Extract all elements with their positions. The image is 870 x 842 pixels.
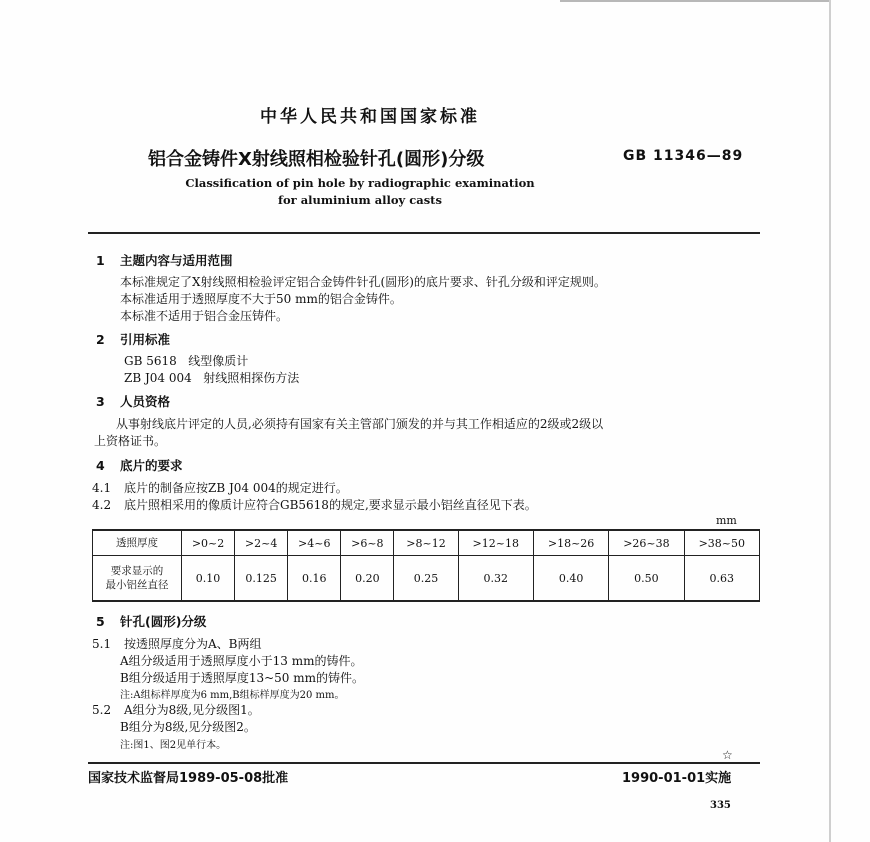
item-4-1-number: 4.1	[92, 481, 112, 495]
table-cell-range: >18~26	[533, 530, 608, 556]
effective-date: 1990-01-01实施	[622, 771, 732, 786]
scan-edge-top	[560, 0, 830, 2]
scan-edge-right	[829, 0, 831, 842]
table-header-diameter	[93, 556, 182, 602]
item-5-1-text: 按透照厚度分为A、B两组	[124, 637, 262, 651]
section-2-heading	[96, 330, 170, 348]
table-cell-diameter: 0.10	[182, 556, 235, 602]
table-row-thickness	[93, 530, 760, 556]
table-cell-range: >2~4	[235, 530, 288, 556]
approval-date: 国家技术监督局1989-05-08批准	[88, 771, 289, 786]
table-cell-range: >0~2	[182, 530, 235, 556]
section-5-number: 5	[96, 614, 105, 629]
item-5-2-group-b: B组分为8级,见分级图2。	[120, 720, 256, 734]
section-1-heading	[96, 251, 233, 269]
table-cell-range: >6~8	[341, 530, 394, 556]
table-cell-diameter: 0.50	[609, 556, 684, 602]
table-cell-diameter: 0.32	[458, 556, 533, 602]
table-header-diameter-line2: 最小铝丝直径	[105, 579, 169, 591]
item-4-2-text: 底片照相采用的像质计应符合GB5618的规定,要求显示最小铝丝直径见下表。	[124, 498, 537, 512]
item-5-1-note: 注:A组标样厚度为6 mm,B组标样厚度为20 mm。	[120, 690, 345, 701]
item-5-1-number: 5.1	[92, 637, 112, 651]
item-5-2-number: 5.2	[92, 703, 112, 717]
page-title-english-line1: Classification of pin hole by radiographic examination	[185, 176, 535, 190]
national-standard-heading: 中华人民共和国国家标准	[260, 107, 480, 127]
section-3-number: 3	[96, 394, 105, 409]
table-cell-range: >12~18	[458, 530, 533, 556]
section-3-paragraph-1: 从事射线底片评定的人员,必须持有国家有关主管部门颁发的并与其工作相适应的2级或2级以	[116, 417, 604, 431]
item-4-2-number: 4.2	[92, 498, 112, 512]
footer-divider	[88, 762, 760, 764]
table-cell-range: >8~12	[394, 530, 458, 556]
standard-code: GB 11346—89	[623, 148, 744, 164]
section-2-number: 2	[96, 332, 105, 347]
item-5-1	[92, 635, 262, 652]
section-1-paragraph-2: 本标准适用于透照厚度不大于50 mm的铝合金铸件。	[120, 292, 402, 306]
section-3-heading	[96, 392, 170, 410]
item-4-2	[92, 496, 537, 513]
section-3-title: 人员资格	[120, 394, 171, 409]
table-cell-diameter: 0.63	[684, 556, 759, 602]
table-cell-range: >26~38	[609, 530, 684, 556]
item-5-1-group-b: B组分级适用于透照厚度13~50 mm的铸件。	[120, 671, 364, 685]
table-cell-range: >4~6	[288, 530, 341, 556]
table-row-diameter	[93, 556, 760, 602]
page-title-chinese: 铝合金铸件X射线照相检验针孔(圆形)分级	[148, 149, 485, 170]
table-cell-diameter: 0.16	[288, 556, 341, 602]
table-header-thickness: 透照厚度	[93, 530, 182, 556]
reference-zbj04004: ZB J04 004 射线照相探伤方法	[124, 371, 300, 385]
table-cell-diameter: 0.25	[394, 556, 458, 602]
page-title-english-line2: for aluminium alloy casts	[278, 193, 442, 207]
item-5-2	[92, 701, 260, 718]
table-cell-diameter: 0.20	[341, 556, 394, 602]
section-1-paragraph-1: 本标准规定了X射线照相检验评定铝合金铸件针孔(圆形)的底片要求、针孔分级和评定规则。	[120, 275, 606, 289]
margin-mark: ☆	[722, 748, 733, 762]
section-4-title: 底片的要求	[120, 458, 183, 473]
table-cell-diameter: 0.125	[235, 556, 288, 602]
section-1-paragraph-3: 本标准不适用于铝合金压铸件。	[120, 309, 289, 323]
page-number: 335	[710, 800, 731, 811]
section-2-title: 引用标准	[120, 332, 171, 347]
section-5-heading	[96, 612, 206, 630]
table-unit: mm	[716, 514, 737, 527]
item-4-1-text: 底片的制备应按ZB J04 004的规定进行。	[124, 481, 348, 495]
table-cell-diameter: 0.40	[533, 556, 608, 602]
header-divider	[88, 232, 760, 234]
section-5-title: 针孔(圆形)分级	[120, 614, 207, 629]
item-5-2-note: 注:图1、图2见单行本。	[120, 740, 227, 751]
reference-gb5618: GB 5618 线型像质计	[124, 354, 249, 368]
item-4-1	[92, 479, 348, 496]
section-1-title: 主题内容与适用范围	[120, 253, 233, 268]
wire-diameter-table	[92, 529, 760, 602]
section-4-heading	[96, 456, 183, 474]
item-5-2-text: A组分为8级,见分级图1。	[124, 703, 260, 717]
section-4-number: 4	[96, 458, 105, 473]
section-3-paragraph-2: 上资格证书。	[94, 434, 167, 448]
table-cell-range: >38~50	[684, 530, 759, 556]
table-header-diameter-line1: 要求显示的	[110, 565, 164, 577]
section-1-number: 1	[96, 253, 105, 268]
item-5-1-group-a: A组分级适用于透照厚度小于13 mm的铸件。	[120, 654, 363, 668]
